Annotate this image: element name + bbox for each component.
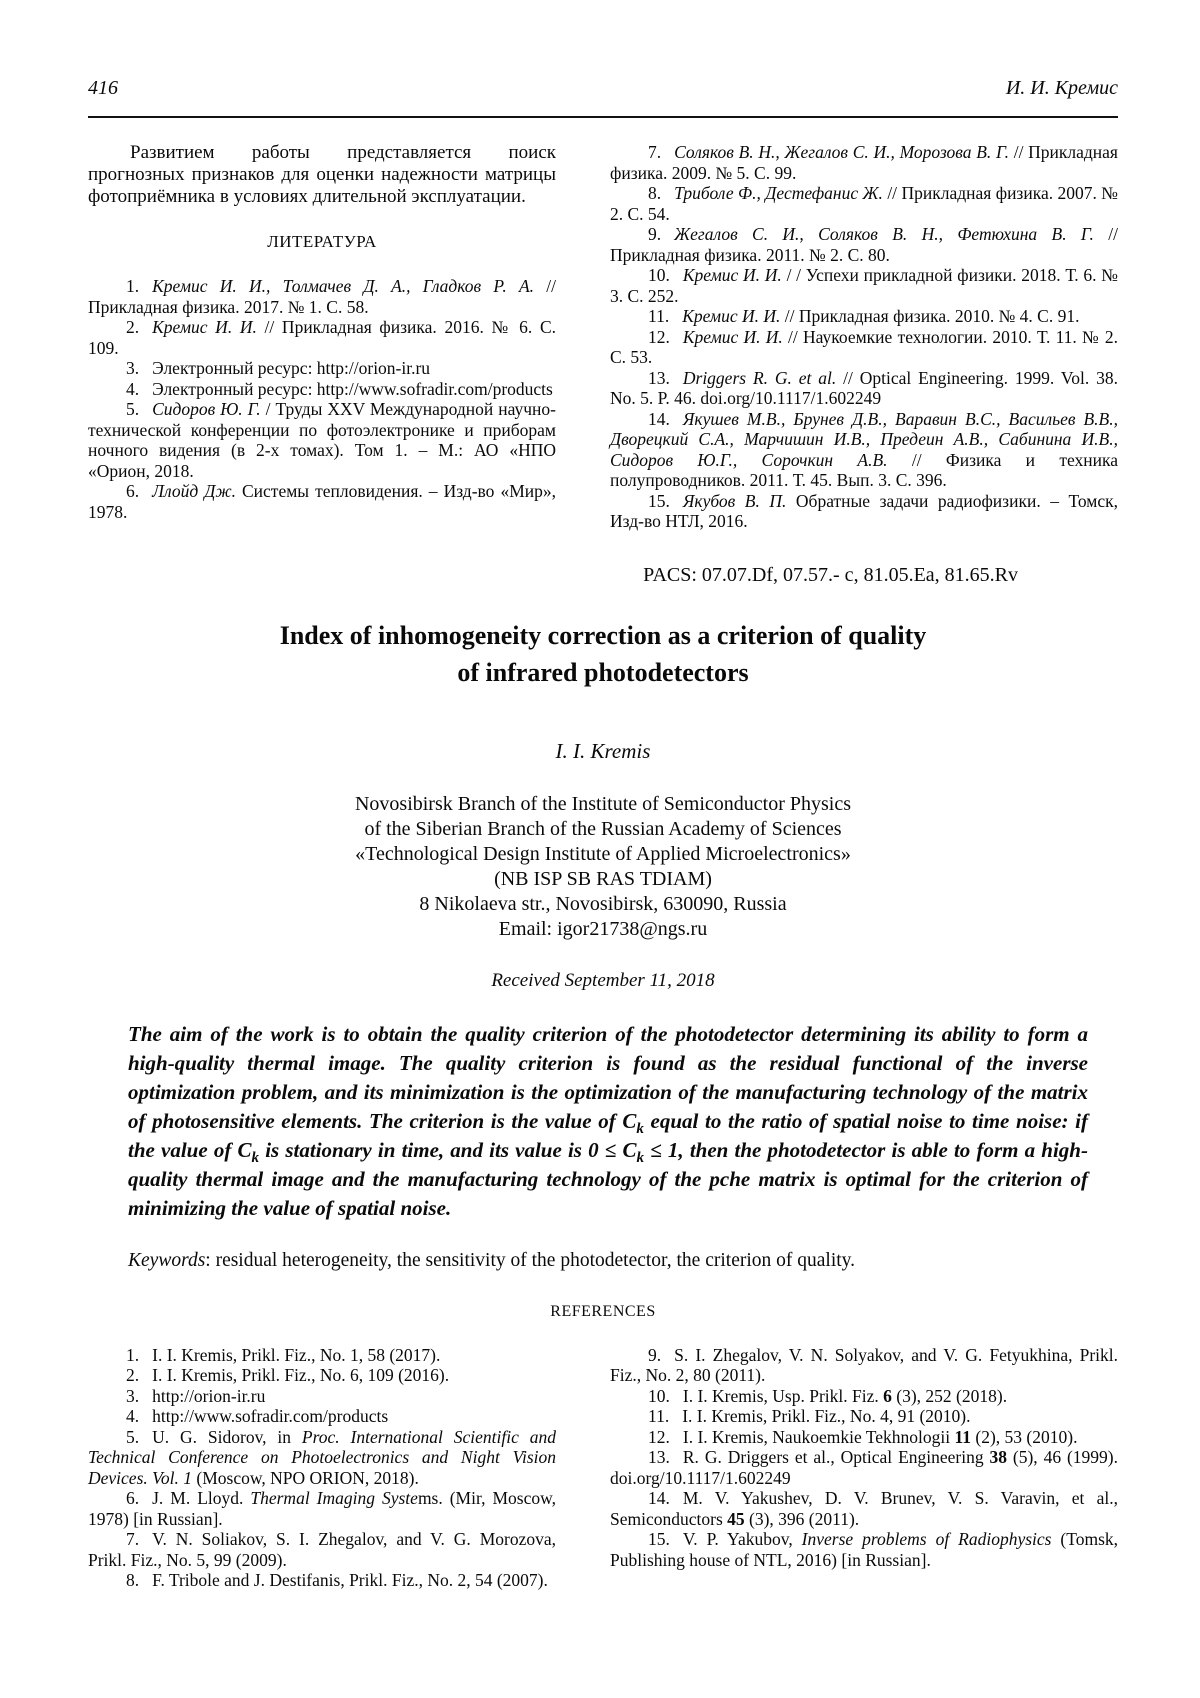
literature-item xyxy=(610,368,1118,409)
reference-item xyxy=(88,1365,556,1386)
reference-item xyxy=(88,1345,556,1366)
reference-number: 2. xyxy=(126,1365,140,1385)
reference-text: Кремис И. И., Толмачев Д. А., Гладков Р. А. // Прикладная физика. 2017. № 1. С. 58. xyxy=(88,276,556,317)
reference-number: 7. xyxy=(126,1529,140,1549)
literature-item xyxy=(610,409,1118,491)
reference-text: Электронный ресурс: http://www.sofradir.com/products xyxy=(152,378,553,399)
literature-item xyxy=(610,183,1118,224)
reference-item xyxy=(88,1570,556,1591)
reference-number: 11. xyxy=(648,1406,670,1426)
reference-text: J. M. Lloyd. Thermal Imaging Systems. (Mir, Moscow, 1978) [in Russian]. xyxy=(88,1488,556,1529)
reference-number: 1. xyxy=(126,276,140,296)
literature-item xyxy=(610,327,1118,368)
reference-number: 3. xyxy=(126,1385,140,1406)
reference-text: M. V. Yakushev, D. V. Brunev, V. S. Varavin, et al., Semiconductors 45 (3), 396 (2011). xyxy=(610,1488,1118,1529)
affiliation-line: 8 Nikolaeva str., Novosibirsk, 630090, Russia xyxy=(419,892,787,915)
reference-number: 4. xyxy=(126,1406,140,1426)
reference-number: 12. xyxy=(648,326,670,347)
running-head-author: И. И. Кремис xyxy=(1005,77,1118,99)
affiliation-block xyxy=(88,792,1118,942)
page-number: 416 xyxy=(88,77,118,99)
reference-text: I. I. Kremis, Usp. Prikl. Fiz. 6 (3), 252 (2018). xyxy=(682,1385,1008,1406)
reference-text: S. I. Zhegalov, V. N. Solyakov, and V. G. Fetyukhina, Prikl. Fiz., No. 2, 80 (2011). xyxy=(610,1344,1118,1385)
reference-number: 9. xyxy=(648,1344,662,1365)
reference-item xyxy=(88,1406,556,1427)
left-column xyxy=(88,142,556,532)
reference-text: Кремис И. И. // Прикладная физика. 2010. № 4. С. 91. xyxy=(682,306,1080,326)
literature-item xyxy=(610,265,1118,306)
reference-item xyxy=(88,1386,556,1407)
reference-item xyxy=(88,1427,556,1489)
reference-text: http://orion-ir.ru xyxy=(152,1385,266,1406)
reference-text: U. G. Sidorov, in Proc. International Scientific and Technical Conference on Photoelectronics and Night Vision Devices. Vol. 1 (Moscow, NPO ORION, 2018). xyxy=(88,1426,556,1488)
reference-number: 8. xyxy=(648,183,662,203)
affiliation-line: (NB ISP SB RAS TDIAM) xyxy=(494,867,712,890)
reference-number: 6. xyxy=(126,481,140,501)
literature-item xyxy=(610,306,1118,327)
reference-item xyxy=(610,1427,1118,1448)
reference-number: 14. xyxy=(648,1488,670,1508)
reference-item xyxy=(88,1488,556,1529)
article-title xyxy=(88,617,1118,691)
reference-text: I. I. Kremis, Prikl. Fiz., No. 4, 91 (2010). xyxy=(682,1406,971,1426)
reference-text: Ллойд Дж. Системы тепловидения. – Изд-во «Мир», 1978. xyxy=(88,481,556,522)
reference-text: Соляков В. Н., Жегалов С. И., Морозова В. Г. // Прикладная физика. 2009. № 5. С. 99. xyxy=(610,142,1118,183)
literature-item xyxy=(88,481,556,522)
reference-number: 3. xyxy=(126,358,140,378)
reference-text: R. G. Driggers et al., Optical Engineering 38 (5), 46 (1999). doi.org/10.1117/1.602249 xyxy=(610,1447,1119,1488)
reference-number: 6. xyxy=(126,1488,140,1508)
right-column xyxy=(610,142,1118,532)
reference-number: 8. xyxy=(126,1570,140,1590)
reference-number: 10. xyxy=(648,1385,670,1406)
keywords-text: : residual heterogeneity, the sensitivity of the photodetector, the criterion of quality. xyxy=(205,1249,856,1271)
reference-number: 14. xyxy=(648,408,670,429)
literature-item xyxy=(88,276,556,317)
literature-item xyxy=(88,317,556,358)
keywords-label: Keywords xyxy=(128,1249,206,1271)
affiliation-line: of the Siberian Branch of the Russian Academy of Sciences xyxy=(364,817,842,840)
reference-number: 1. xyxy=(126,1344,140,1365)
russian-text-columns xyxy=(88,142,1118,532)
reference-text: I. I. Kremis, Prikl. Fiz., No. 6, 109 (2016). xyxy=(152,1365,450,1385)
keywords-line xyxy=(128,1249,1088,1273)
references-heading: REFERENCES xyxy=(550,1302,656,1320)
reference-text: V. N. Soliakov, S. I. Zhegalov, and V. G. Morozova, Prikl. Fiz., No. 5, 99 (2009). xyxy=(88,1529,556,1570)
literature-item xyxy=(610,491,1118,532)
reference-text: Триболе Ф., Дестефанис Ж. // Прикладная физика. 2007. № 2. С. 54. xyxy=(610,183,1118,224)
running-header xyxy=(88,76,1118,118)
reference-text: I. I. Kremis, Naukoemkie Tekhnologii 11 (2), 53 (2010). xyxy=(682,1426,1078,1447)
reference-text: Кремис И. И. // Прикладная физика. 2016. № 6. С. 109. xyxy=(88,317,556,358)
reference-number: 15. xyxy=(648,490,670,511)
reference-number: 4. xyxy=(126,378,140,399)
reference-text: V. P. Yakubov, Inverse problems of Radiophysics (Tomsk, Publishing house of NTL, 2016) [in Russian]. xyxy=(610,1529,1119,1570)
reference-item xyxy=(610,1447,1118,1488)
abstract-paragraph: The aim of the work is to obtain the quality criterion of the photodetector determining its ability to form a high-quality thermal image. The quality criterion is found as the residual functional of the inverse optimization problem, and its minimization is the optimization of the manufacturing technology of the matrix of photosensitive elements. The criterion is the value of $C_k$ equal to the ratio of spatial noise to time noise: if the value of $C_k$ is stationary in time, and its value is $0 \le C_k \le 1$, then the photodetector is able to form a high-quality thermal image and the manufacturing technology of the pche matrix is optimal for the criterion of minimizing the value of spatial noise. xyxy=(128,1021,1088,1220)
literature-heading: ЛИТЕРАТУРА xyxy=(267,232,377,251)
article-title-line-1: Index of inhomogeneity correction as a criterion of quality xyxy=(279,620,927,650)
references-columns xyxy=(88,1345,1118,1591)
reference-number: 13. xyxy=(648,367,670,388)
reference-text: http://www.sofradir.com/products xyxy=(152,1406,389,1426)
affiliation-line: «Technological Design Institute of Applied Microelectronics» xyxy=(355,842,851,865)
reference-text: Якубов В. П. Обратные задачи радиофизики. – Томск, Изд-во НТЛ, 2016. xyxy=(610,490,1119,531)
affiliation-line: Email: igor21738@ngs.ru xyxy=(498,917,708,940)
reference-item xyxy=(610,1529,1118,1570)
reference-text: Кремис И. И. // Наукоемкие технологии. 2010. Т. 11. № 2. С. 53. xyxy=(610,326,1118,367)
reference-number: 2. xyxy=(126,317,140,337)
references-left-column xyxy=(88,1345,556,1591)
article-title-line-2: of infrared photodetectors xyxy=(457,657,749,687)
literature-item xyxy=(88,399,556,481)
reference-item xyxy=(610,1386,1118,1407)
reference-item xyxy=(610,1345,1118,1386)
reference-text: Кремис И. И. / / Успехи прикладной физики. 2018. Т. 6. № 3. С. 252. xyxy=(610,265,1118,306)
literature-item xyxy=(88,358,556,379)
reference-number: 7. xyxy=(648,142,662,162)
reference-text: Якушев М.В., Брунев Д.В., Варавин В.С., Васильев В.В., Дворецкий С.А., Марчишин И.В., Предеин А.В., Сабинина И.В., Сидоров Ю.Г., Сорочкин А.В. // Физика и техника полупроводников. 2011. Т. 45. Вып. 3. С. 396. xyxy=(610,408,1118,490)
reference-number: 11. xyxy=(648,306,670,326)
references-right-column xyxy=(610,1345,1118,1591)
reference-number: 5. xyxy=(126,399,140,419)
reference-number: 15. xyxy=(648,1529,670,1549)
reference-number: 12. xyxy=(648,1426,670,1447)
reference-text: Жегалов С. И., Соляков В. Н., Фетюхина В. Г. // Прикладная физика. 2011. № 2. С. 80. xyxy=(610,224,1118,265)
reference-text: Электронный ресурс: http://orion-ir.ru xyxy=(152,358,431,378)
reference-number: 10. xyxy=(648,265,670,285)
reference-text: Driggers R. G. et al. // Optical Engineering. 1999. Vol. 38. No. 5. P. 46. doi.org/10.1117/1.602249 xyxy=(610,367,1118,408)
reference-item xyxy=(610,1406,1118,1427)
literature-item xyxy=(610,224,1118,265)
affiliation-line: Novosibirsk Branch of the Institute of Semiconductor Physics xyxy=(354,792,852,815)
article-author: I. I. Kremis xyxy=(555,738,651,763)
reference-number: 5. xyxy=(126,1426,140,1447)
literature-item xyxy=(88,379,556,400)
received-date: Received September 11, 2018 xyxy=(491,969,715,991)
reference-number: 9. xyxy=(648,224,662,244)
reference-item xyxy=(88,1529,556,1570)
reference-text: F. Tribole and J. Destifanis, Prikl. Fiz., No. 2, 54 (2007). xyxy=(152,1570,548,1590)
reference-item xyxy=(610,1488,1118,1529)
literature-item xyxy=(610,142,1118,183)
reference-text: I. I. Kremis, Prikl. Fiz., No. 1, 58 (2017). xyxy=(152,1344,441,1365)
intro-paragraph: Развитием работы представляется поиск прогнозных признаков для оценки надежности матрицы фотоприёмника в условиях длительной эксплуатации. xyxy=(88,142,556,207)
reference-text: Сидоров Ю. Г. / Труды XXV Международной научно-технической конференции по фотоэлектронике и приборам ночного видения (в 2-х томах). Том 1. – М.: АО «НПО «Орион, 2018. xyxy=(88,399,556,481)
pacs-line: PACS: 07.07.Df, 07.57.- c, 81.05.Ea, 81.65.Rv xyxy=(643,563,1018,586)
reference-number: 13. xyxy=(648,1447,670,1467)
